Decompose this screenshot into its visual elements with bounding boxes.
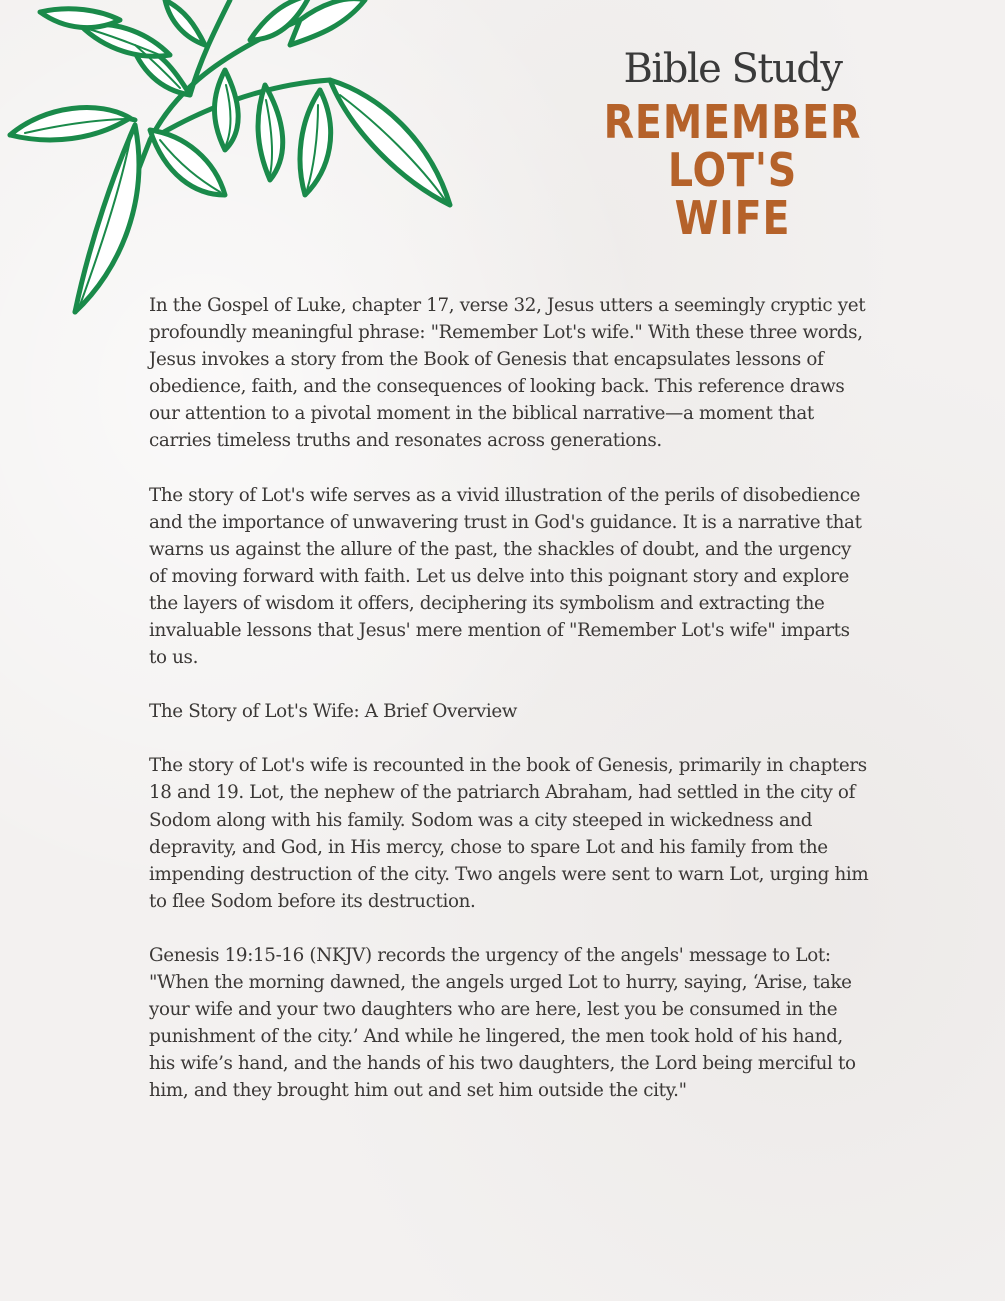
page-title-line-2: WIFE [674,191,791,245]
leafy-branch-icon [0,0,470,320]
page-title [567,95,898,245]
paragraph-scripture: Genesis 19:15-16 (NKJV) records the urgency of the angels' message to Lot: "When the morning dawned, the angels urged Lot to hurry, saying, ‘Arise, take your wife and your two daughters who are here, lest you be consumed in the punishment of the city.’ And while he lingered, the men took hold of his hand, his wife’s hand, and the hands of his two daughters, the Lord being merciful to him, and they brought him out and set him outside the city." [149,944,856,1102]
kicker-title: Bible Study [623,46,842,92]
paragraph-overview: The story of Lot's wife is recounted in the book of Genesis, primarily in chapters 18 and 19. Lot, the nephew of the patriarch Abraham, had settled in the city of Sodom along with his family. Sodom was a city steeped in wickedness and depravity, and God, in His mercy, chose to spare Lot and his family from the impending destruction of the city. Two angels were sent to warn Lot, urging him to flee Sodom before its destruction. [149,755,869,912]
page-title-line-1: REMEMBER LOT'S [603,95,862,197]
article-body [149,292,869,1131]
paragraph-illustration: The story of Lot's wife serves as a vivid illustration of the perils of disobedience and the importance of unwavering trust in God's guidance. It is a narrative that warns us against the allure of the past, the shackles of doubt, and the urgency of moving forward with faith. Let us delve into this poignant story and explore the layers of wisdom it offers, deciphering its symbolism and extracting the invaluable lessons that Jesus' mere mention of "Remember Lot's wife" imparts to us. [149,484,862,669]
section-heading: The Story of Lot's Wife: A Brief Overview [149,701,518,723]
paragraph-intro: In the Gospel of Luke, chapter 17, verse 32, Jesus utters a seemingly cryptic yet profoundly meaningful phrase: "Remember Lot's wife." With these three words, Jesus invokes a story from the Book of Genesis that encapsulates lessons of obedience, faith, and the consequences of looking back. This reference draws our attention to a pivotal moment in the biblical narrative—a moment that carries timeless truths and resonates across generations. [149,295,866,452]
header [540,44,925,245]
